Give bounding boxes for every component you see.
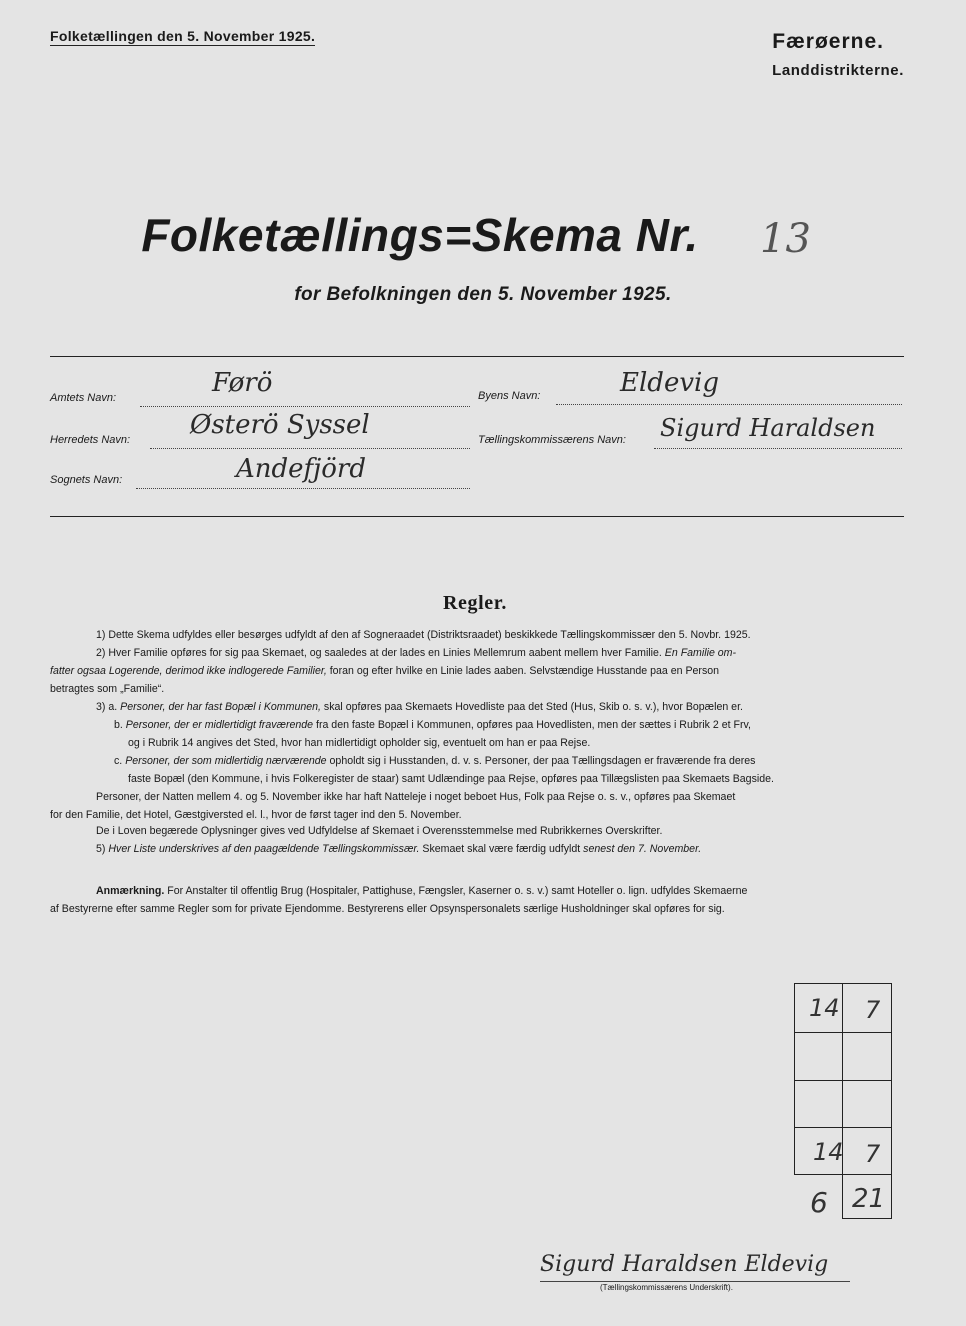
rule-4c: De i Loven begærede Oplysninger gives ved Udfyldelse af Skemaet i Overensstemmelse med Rubrikkernes Overskrifter. [96,825,663,837]
rules-heading: Regler. [443,592,507,614]
subregion-label: Landdistrikterne. [772,62,904,79]
note-line-2: af Bestyrerne efter samme Regler som for private Ejendomme. Bestyrerens eller Opsynspersonalets særlige Husholdninger skal opføres for sig. [50,903,725,915]
tally-row-line [795,1032,891,1033]
signature[interactable]: Sigurd Haraldsen Eldevig [540,1252,829,1277]
rule-3c-pre: c. [114,755,123,767]
rule-2b [50,662,719,680]
rule-3c2: faste Bopæl (den Kommune, i hvis Folkeregister de staar) samt Udlændinge paa Rejse, opføres paa Tillægslisten paa Skemaets Bagside. [128,773,774,785]
kommissaer-label: Tællingskommissærens Navn: [478,434,626,446]
rule-4: Personer, der Natten mellem 4. og 5. November ikke har haft Natteleje i noget beboet Hus, Folk paa Rejse o. s. v., opføres paa Skemaet [96,791,736,803]
tally-r1-right[interactable]: 7 [865,996,881,1024]
kommissaer-field[interactable]: Sigurd Haraldsen [660,414,876,442]
form-title: Folketællings=Skema Nr. [141,209,699,261]
amt-label: Amtets Navn: [50,392,117,404]
sogn-line [136,488,470,489]
rule-3a-pre: 3) a. [96,701,118,713]
tally-r4-left[interactable]: 14 [813,1138,844,1166]
note-text: For Anstalter til offentlig Brug (Hospitaler, Pattighuse, Fængsler, Kaserner o. s. v.) samt Hoteller o. lign. udfyldes Skemaerne [167,885,748,897]
tally-r1-left[interactable]: 14 [809,994,840,1022]
tally-total-right[interactable]: 21 [852,1184,886,1214]
rule-2a-italic: En Familie om- [664,647,737,659]
tally-r4-right[interactable]: 7 [865,1140,881,1168]
kommissaer-line [654,448,902,449]
rule-3b-italic: Personer, der er midlertidigt fraværende [125,719,314,731]
rule-5 [96,840,701,858]
rule-3c-italic: Personer, der som midlertidig nærværende [125,755,327,767]
rule-3a-text: skal opføres paa Skemaets Hovedliste paa det Sted (Hus, Skib o. s. v.), hvor Bopælen er. [323,701,743,713]
sogn-field[interactable]: Andefjörd [236,454,366,484]
form-number[interactable]: 13 [760,216,811,262]
rule-4b: for den Familie, det Hotel, Gæstgiversted el. l., hvor de først tager ind den 5. November. [50,809,462,821]
census-date-header: Folketællingen den 5. November 1925. [50,28,316,44]
rule-5-pre: 5) [96,843,106,855]
by-line [556,404,902,405]
rule-1: 1) Dette Skema udfyldes eller besørges udfyldt af den af Sogneraadet (Distriktsraadet) beskikkede Tællingskommissær den 5. Novbr. 1925. [96,629,751,641]
divider-bottom [50,516,904,517]
tally-total-left[interactable]: 6 [810,1186,828,1219]
rule-3a [96,698,743,716]
by-label: Byens Navn: [478,390,541,402]
rule-2a [96,644,736,662]
rule-2a-text: 2) Hver Familie opføres for sig paa Skemaet, og saaledes at der lades en Linies Mellemrum aabent mellem hver Familie. [96,647,662,659]
herred-line [150,448,470,449]
region-label: Færøerne. [772,30,884,53]
note-line-1 [96,882,747,900]
note-label: Anmærkning. [96,885,165,897]
rule-3b-pre: b. [114,719,123,731]
rule-3c [114,752,755,770]
herred-label: Herredets Navn: [50,434,131,446]
tally-row-line [795,1080,891,1081]
rule-5-italic-2: senest den 7. November. [583,843,702,855]
rule-2b-italic: fatter ogsaa Logerende, derimod ikke indlogerede Familier, [50,665,327,677]
rule-2b-text: foran og efter hvilke en Linie lades aaben. Selvstændige Husstande paa en Person [329,665,720,677]
sogn-label: Sognets Navn: [50,474,123,486]
form-subtitle: for Befolkningen den 5. November 1925. [294,284,672,305]
divider-top [50,356,904,357]
herred-field[interactable]: Østerö Syssel [190,410,370,440]
signature-line [540,1281,850,1282]
rule-3b [114,716,751,734]
signature-caption: (Tællingskommissærens Underskrift). [600,1283,733,1292]
amt-line [140,406,470,407]
rule-5-text: Skemaet skal være færdig udfyldt [422,843,581,855]
rule-3c-text: opholdt sig i Husstanden, d. v. s. Personer, der paa Tællingsdagen er fraværende fra deres [329,755,756,767]
rule-3b-text: fra den faste Bopæl i Kommunen, opføres paa Hovedlisten, men der sættes i Rubrik 2 et Frv, [316,719,751,731]
tally-row-line [795,1127,891,1128]
rule-2c: betragtes som „Familie“. [50,683,165,695]
tally-box [794,983,892,1175]
amt-field[interactable]: Førö [212,368,273,398]
rule-3a-italic: Personer, der har fast Bopæl i Kommunen, [120,701,321,713]
rule-3b2: og i Rubrik 14 angives det Sted, hvor han midlertidigt opholder sig, eventuelt om han er paa Rejse. [128,737,591,749]
rule-5-italic: Hver Liste underskrives af den paagældende Tællingskommissær. [108,843,420,855]
by-field[interactable]: Eldevig [620,368,719,398]
